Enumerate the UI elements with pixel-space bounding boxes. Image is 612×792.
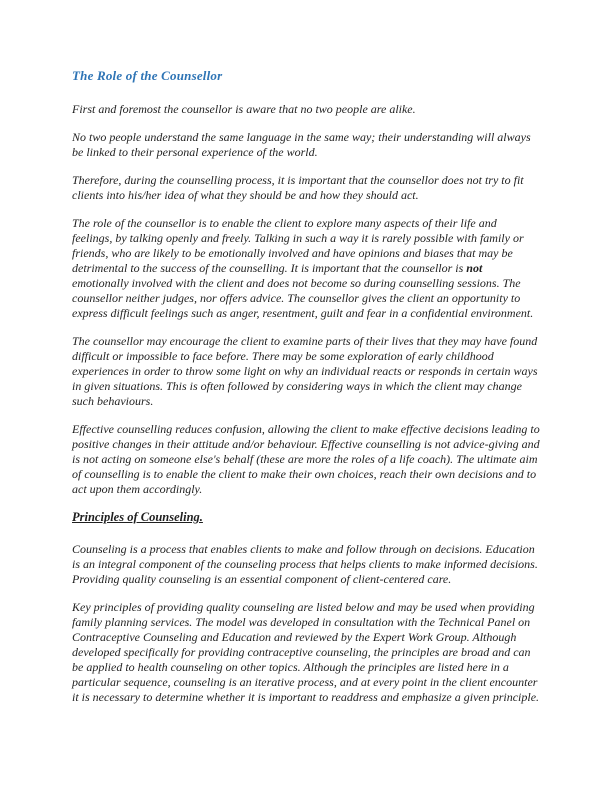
paragraph-2: No two people understand the same language in the same way; their understanding will always be linked to their personal experience of the world. — [72, 130, 531, 159]
paragraph-6: Effective counselling reduces confusion, allowing the client to make effective decisions leading to positive changes in their attitude and/or behaviour. Effective counselling is not advice-giving and is not acting on someone else's behalf (these are more the roles of a life coach). The ultimate aim of counselling is to enable the client to make their own choices, reach their own decisions and to act upon them accordingly. — [72, 422, 540, 496]
paragraph-1: First and foremost the counsellor is aware that no two people are alike. — [72, 102, 416, 116]
paragraph-4 — [72, 216, 540, 321]
document-title: The Role of the Counsellor — [72, 68, 223, 83]
paragraph-5: The counsellor may encourage the client to examine parts of their lives that they may have found difficult or impossible to face before. There may be some exploration of early childhood experiences in order to throw some light on why an individual reacts or responds in certain ways in given situations. This is often followed by considering ways in which the client may change such behaviours. — [72, 334, 538, 408]
paragraph-4-text-after: emotionally involved with the client and does not become so during counselling sessions. The counsellor neither judges, nor offers advice. The counsellor gives the client an opportunity to express difficult feelings such as anger, resentment, guilt and fear in a confidential environment. — [72, 276, 534, 320]
paragraph-4-text-before: The role of the counsellor is to enable the client to explore many aspects of their life and feelings, by talking openly and freely. Talking in such a way it is rarely possible with family or friends, who are likely to be emotionally involved and have opinions and biases that may be detrimental to the success of the counselling. It is important that the counsellor is — [72, 216, 524, 275]
paragraph-7: Counseling is a process that enables clients to make and follow through on decisions. Education is an integral component of the counseling process that helps clients to make informed decisions. Providing quality counseling is an essential component of client-centered care. — [72, 542, 538, 586]
paragraph-8: Key principles of providing quality counseling are listed below and may be used when providing family planning services. The model was developed in consultation with the Technical Panel on Contraceptive Counseling and Education and reviewed by the Expert Work Group. Although developed specifically for providing contraceptive counseling, the principles are broad and can be applied to health counseling on other topics. Although the principles are listed here in a particular sequence, counseling is an iterative process, and at every point in the client encounter it is necessary to determine whether it is important to readdress and emphasize a given principle. — [72, 600, 540, 704]
paragraph-4-bold-word: not — [466, 261, 483, 275]
paragraph-3: Therefore, during the counselling process, it is important that the counsellor does not try to fit clients into his/her idea of what they should be and how they should act. — [72, 173, 524, 202]
section-heading-principles: Principles of Counseling. — [72, 510, 203, 524]
